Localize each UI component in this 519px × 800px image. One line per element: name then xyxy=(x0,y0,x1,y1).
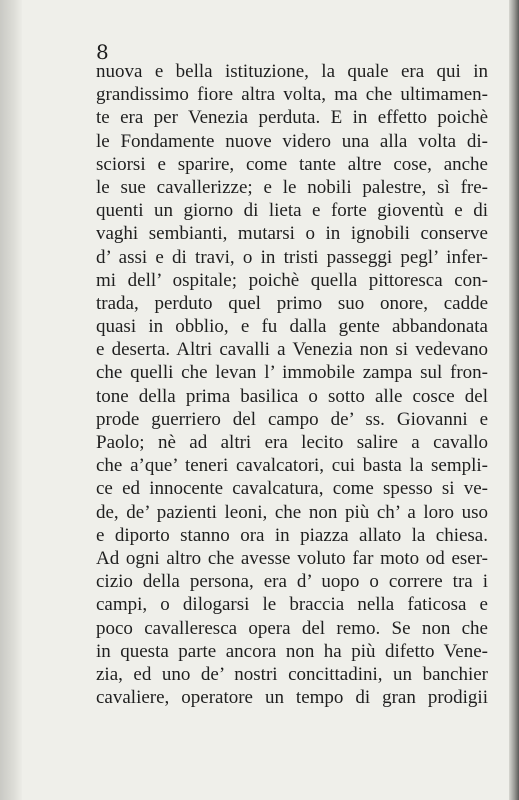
page-number: 8 xyxy=(96,40,109,64)
text-line: ce ed innocente cavalcatura, come spesso si ve- xyxy=(96,478,488,500)
text-line: e deserta. Altri cavalli a Venezia non si vedevano xyxy=(96,339,488,361)
text-line: zia, ed uno de’ nostri concittadini, un banchier xyxy=(96,663,488,685)
text-line: e diporto stanno ora in piazza allato la chiesa. xyxy=(96,524,488,546)
text-line: vaghi sembianti, mutarsi o in ignobili conserve xyxy=(96,223,488,245)
text-line: sciorsi e sparire, come tante altre cose, anche xyxy=(96,153,488,175)
text-line: che a’que’ teneri cavalcatori, cui basta la sempli- xyxy=(96,455,488,477)
text-line: Paolo; nè ad altri era lecito salire a cavallo xyxy=(96,432,488,453)
text-line: cizio della persona, era d’ uopo o correre tra i xyxy=(96,571,488,593)
text-line: tone della prima basilica o sotto alle cosce del xyxy=(96,385,488,407)
text-line: poco cavalleresca opera del remo. Se non che xyxy=(96,617,488,639)
text-line: prode guerriero del campo de’ ss. Giovanni e xyxy=(96,408,488,430)
text-line: trada, perduto quel primo suo onore, cadde xyxy=(96,292,488,314)
text-line: le sue cavallerizze; e le nobili palestre, sì fre- xyxy=(96,176,488,198)
text-line: le Fondamente nuove videro una alla volta di- xyxy=(96,130,488,152)
text-line: quenti un giorno di lieta e forte gioventù e di xyxy=(96,200,488,222)
text-line: che quelli che levan l’ immobile zampa sul fron- xyxy=(96,362,488,384)
text-line: quasi in obblio, e fu dalla gente abbandonata xyxy=(96,316,488,338)
page-edge-shadow xyxy=(509,0,519,800)
text-line: Ad ogni altro che avesse voluto far moto od eser- xyxy=(96,547,488,569)
text-line: d’ assi e di travi, o in tristi passeggi pegl’ infer- xyxy=(96,246,488,268)
text-line: grandissimo fiore altra volta, ma che ultimamen- xyxy=(96,84,488,106)
text-line: de, de’ pazienti leoni, che non più ch’ a loro uso xyxy=(96,501,488,523)
text-line: te era per Venezia perduta. E in effetto poichè xyxy=(96,107,488,129)
text-line: cavaliere, operatore un tempo di gran prodigii xyxy=(96,687,488,709)
text-line: mi dell’ ospitale; poichè quella pittoresca con- xyxy=(96,269,488,291)
body-text xyxy=(96,60,488,709)
text-line: in questa parte ancora non ha più difetto Vene- xyxy=(96,640,488,662)
page-gutter-shadow xyxy=(0,0,22,800)
text-line: nuova e bella istituzione, la quale era qui in xyxy=(96,61,488,82)
text-line: campi, o dilogarsi le braccia nella faticosa e xyxy=(96,594,488,616)
